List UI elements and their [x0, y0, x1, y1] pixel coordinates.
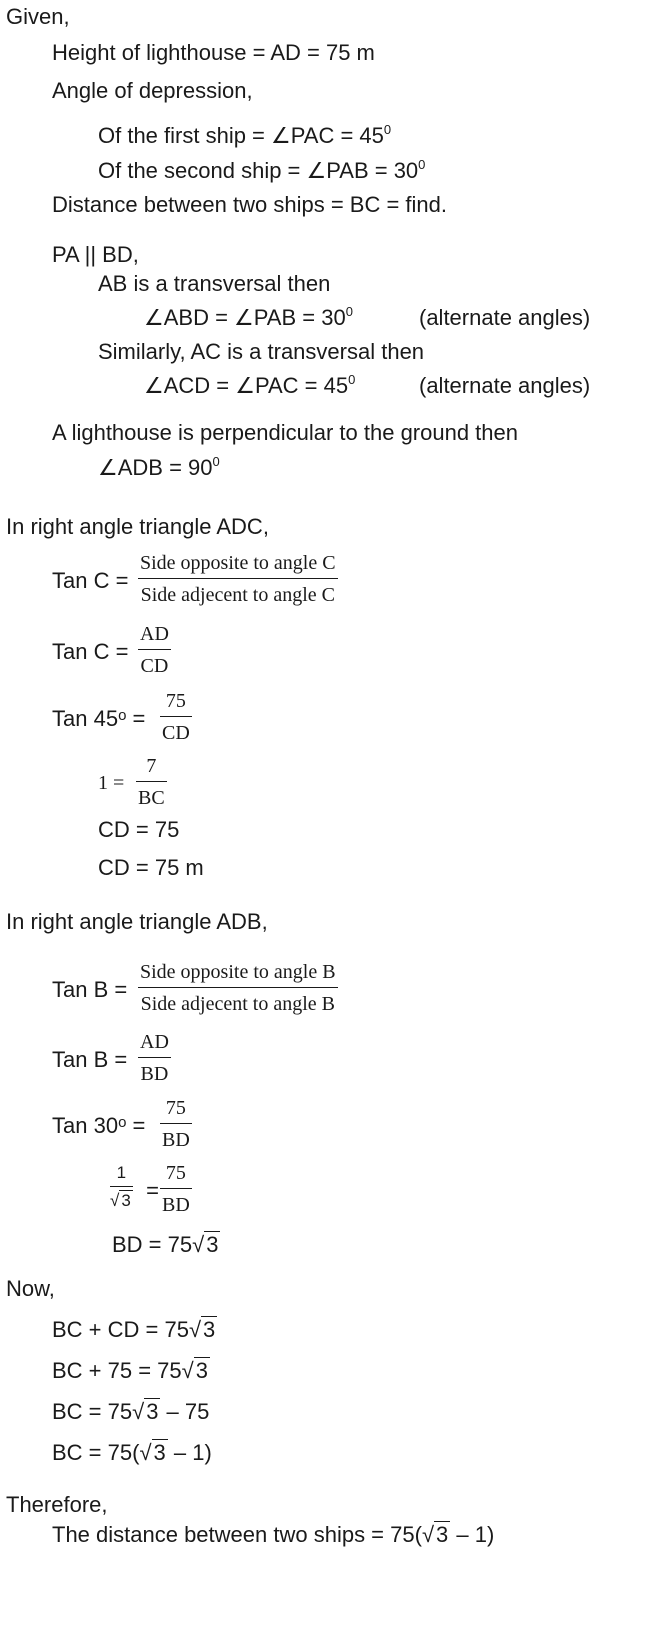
now-line-4: BC = 75(√3 – 1)	[52, 1440, 212, 1465]
now-line-2: BC + 75 = 75√3	[52, 1358, 208, 1383]
tan-c2-label: Tan C =	[52, 639, 135, 664]
angle-heading: Angle of depression,	[52, 78, 253, 103]
bd-result: BD = 75√3	[112, 1232, 219, 1257]
now-line-3: BC = 75√3 – 75	[52, 1399, 210, 1424]
cd-result-2: CD = 75 m	[98, 855, 204, 880]
final-answer: The distance between two ships = 75(√3 – 1)	[52, 1522, 495, 1547]
tan45-label: Tan $45^o$ =	[52, 706, 152, 731]
tan-b2-label: Tan B =	[52, 1047, 134, 1072]
tan-c2-denominator: CD	[140, 655, 169, 677]
triangle-adc-heading: In right angle triangle ADC,	[6, 514, 269, 539]
angle-adb: ∠ADB = $90^0$	[98, 454, 220, 480]
ac-transversal: Similarly, AC is a transversal then	[98, 339, 425, 364]
tan-c-numerator: Side opposite to angle C	[140, 552, 336, 574]
ab-transversal: AB is a transversal then	[98, 271, 331, 296]
abd-reason: (alternate angles)	[419, 305, 591, 330]
one-numerator: 7	[146, 755, 157, 777]
tan-c2-numerator: AD	[140, 623, 169, 645]
inverse-equals: =	[140, 1178, 166, 1203]
second-ship-angle: Of the second ship = ∠PAB = $30^0$	[98, 157, 426, 183]
perpendicular-statement: A lighthouse is perpendicular to the ground then	[52, 420, 518, 445]
inverse-root3-numerator: 1	[116, 1163, 127, 1182]
now-line-1: BC + CD = 75√3	[52, 1317, 216, 1342]
one-label: 1 =	[98, 772, 130, 794]
tan-c-denominator: Side adjecent to angle C	[140, 584, 335, 606]
angle-acd: ∠ACD = ∠PAC = $45^0$	[144, 372, 356, 398]
inverse-root3-fraction	[110, 1163, 133, 1211]
distance-to-find: Distance between two ships = BC = find.	[52, 192, 447, 217]
tan-c-label: Tan C =	[52, 568, 135, 593]
tan45-fraction	[160, 689, 192, 745]
tan30-denominator: BD	[162, 1129, 190, 1151]
tan-b-label: Tan B =	[52, 977, 134, 1002]
inverse-root3-denominator: √ 3	[110, 1191, 131, 1210]
given-label: Given,	[6, 4, 70, 29]
inverse-rhs-fraction	[160, 1161, 192, 1217]
tan30-numerator: 75	[165, 1097, 186, 1119]
inverse-rhs-numerator: 75	[165, 1162, 186, 1184]
now-label: Now,	[6, 1276, 55, 1301]
given-height: Height of lighthouse = AD = 75 m	[52, 40, 375, 65]
tan-b2-fraction	[138, 1030, 171, 1086]
inverse-rhs-denominator: BD	[162, 1194, 190, 1216]
tan-b-fraction	[138, 960, 338, 1016]
one-denominator: BC	[138, 787, 165, 809]
tan-b-numerator: Side opposite to angle B	[140, 961, 336, 983]
first-ship-angle: Of the first ship = ∠PAC = $45^0$	[98, 122, 392, 148]
tan30-label: Tan $30^o$ =	[52, 1113, 152, 1138]
acd-reason: (alternate angles)	[419, 373, 591, 398]
parallel-statement: PA || BD,	[52, 242, 139, 267]
tan30-fraction	[160, 1096, 192, 1152]
tan-c-fraction	[138, 551, 338, 607]
angle-abd: ∠ABD = ∠PAB = $30^0$	[144, 304, 353, 330]
triangle-adb-heading: In right angle triangle ADB,	[6, 909, 268, 934]
therefore-label: Therefore,	[6, 1492, 108, 1517]
tan-b2-numerator: AD	[140, 1031, 169, 1053]
one-fraction	[136, 754, 167, 810]
tan-c2-fraction	[138, 622, 171, 678]
tan45-numerator: 75	[165, 690, 186, 712]
tan-b-denominator: Side adjecent to angle B	[140, 993, 335, 1015]
tan45-denominator: CD	[162, 722, 190, 744]
tan-b2-denominator: BD	[140, 1063, 169, 1085]
cd-result-1: CD = 75	[98, 817, 180, 842]
